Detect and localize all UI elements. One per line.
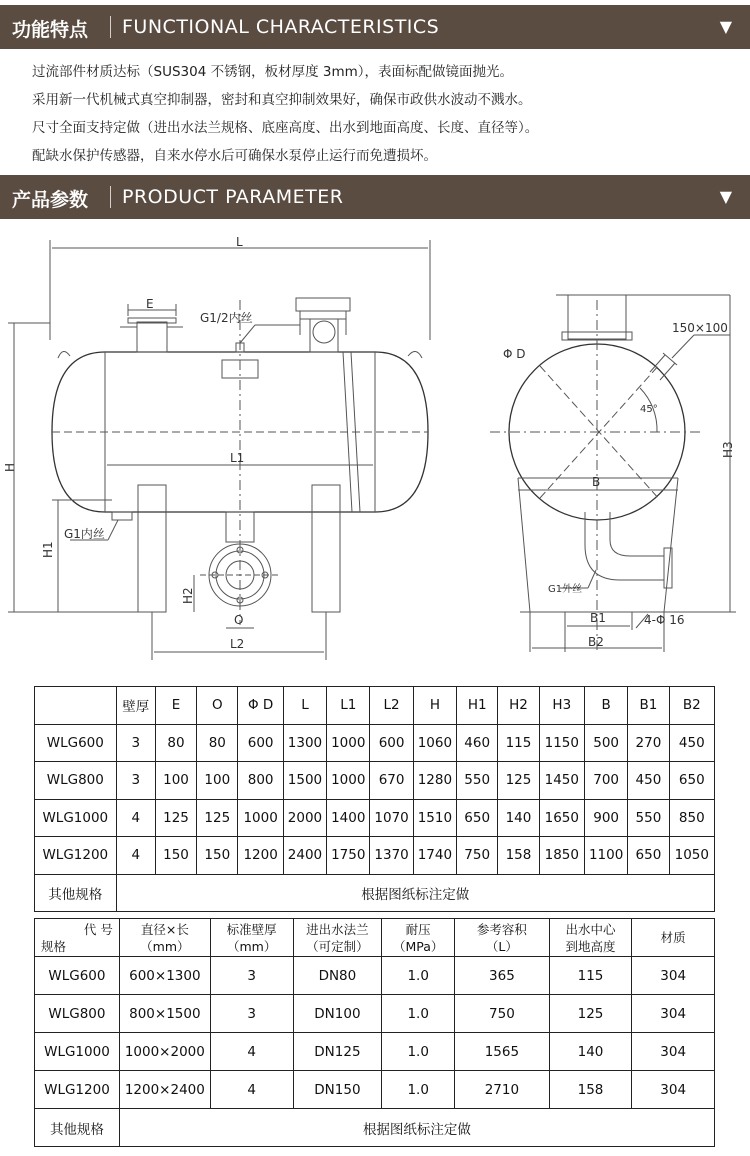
table-cell: 550	[628, 799, 669, 837]
table-row-other	[35, 874, 715, 912]
table-cell: 304	[632, 1033, 715, 1071]
model-cell: WLG1000	[35, 799, 117, 837]
functional-characteristics-header	[0, 5, 750, 49]
table-header-cell: H3	[539, 687, 584, 725]
header-divider	[110, 186, 111, 208]
table-cell: 2400	[283, 837, 326, 875]
table-cell: 150	[197, 837, 238, 875]
table-cell: 115	[549, 957, 632, 995]
table-row	[35, 957, 715, 995]
table-cell: 700	[584, 762, 627, 800]
table-cell: 1100	[584, 837, 627, 875]
table-cell: 304	[632, 957, 715, 995]
table-header-row	[35, 919, 715, 957]
product-parameter-header	[0, 175, 750, 219]
table-cell: 650	[628, 837, 669, 875]
table-cell: 1850	[539, 837, 584, 875]
model-cell: WLG600	[35, 957, 120, 995]
table-cell: 1400	[327, 799, 370, 837]
table-cell: 1510	[413, 799, 456, 837]
table-cell: 460	[457, 724, 498, 762]
other-spec-label: 其他规格	[35, 1109, 120, 1147]
tank-technical-drawing	[0, 226, 750, 666]
table-cell: 125	[498, 762, 539, 800]
table-header-cell: H2	[498, 687, 539, 725]
dim-label-L: L	[236, 235, 243, 249]
dim-label-B1: B1	[590, 611, 606, 625]
corner-bottom-label: 规格	[41, 938, 67, 954]
table-cell: 1.0	[382, 995, 455, 1033]
table-cell: 450	[628, 762, 669, 800]
table-cell: 4	[116, 837, 155, 875]
table-cell: 1.0	[382, 1033, 455, 1071]
table-cell: 158	[549, 1071, 632, 1109]
table-cell: 2710	[455, 1071, 550, 1109]
header-divider	[110, 16, 111, 38]
table-header-cell: 进出水法兰 （可定制）	[293, 919, 382, 957]
label-holes: 4-Φ 16	[644, 613, 685, 627]
table-row	[35, 762, 715, 800]
label-g1-out: G1外丝	[548, 584, 583, 595]
table-row	[35, 1033, 715, 1071]
model-cell: WLG600	[35, 724, 117, 762]
table-cell: 1050	[669, 837, 714, 875]
table-cell: 3	[210, 995, 293, 1033]
table-cell: 800	[238, 762, 283, 800]
table-cell: 2000	[283, 799, 326, 837]
table-cell: 1565	[455, 1033, 550, 1071]
feature-list	[32, 58, 538, 170]
dim-label-B2: B2	[588, 635, 604, 649]
spec-table	[34, 918, 715, 1147]
dim-label-H1: H1	[41, 541, 55, 558]
table-header-cell: 出水中心 到地高度	[549, 919, 632, 957]
section-title-en: PRODUCT PARAMETER	[122, 186, 344, 208]
table-cell: 3	[116, 762, 155, 800]
table-cell: 1200×2400	[119, 1071, 210, 1109]
model-cell: WLG1200	[35, 1071, 120, 1109]
table-cell: 850	[669, 799, 714, 837]
table-cell: 1280	[413, 762, 456, 800]
dim-label-B: B	[592, 475, 601, 489]
table-cell: 304	[632, 1071, 715, 1109]
table-cell: 1000×2000	[119, 1033, 210, 1071]
table-header-cell: 参考容积 （L）	[455, 919, 550, 957]
table-cell: 1740	[413, 837, 456, 875]
table-cell: DN150	[293, 1071, 382, 1109]
table-header-cell: E	[155, 687, 196, 725]
dim-label-phiD: Φ D	[503, 347, 526, 361]
table-cell: 304	[632, 995, 715, 1033]
table-row	[35, 837, 715, 875]
feature-item: 配缺水保护传感器，自来水停水后可确保水泵停止运行而免遭损坏。	[32, 148, 437, 164]
dim-label-H3: H3	[721, 441, 735, 458]
table-cell: 365	[455, 957, 550, 995]
table-header-cell: H1	[457, 687, 498, 725]
feature-item: 尺寸全面支持定做（进出水法兰规格、底座高度、出水到地面高度、长度、直径等）。	[32, 120, 539, 136]
table-cell: 1060	[413, 724, 456, 762]
table-cell: 1000	[327, 724, 370, 762]
feature-item: 采用新一代机械式真空抑制器，密封和真空抑制效果好，确保市政供水波动不溅水。	[32, 92, 532, 108]
model-cell: WLG1200	[35, 837, 117, 875]
table-cell: 1200	[238, 837, 283, 875]
table-cell: 3	[116, 724, 155, 762]
other-spec-value: 根据图纸标注定做	[119, 1109, 714, 1147]
table-header-cell: 耐压 （MPa）	[382, 919, 455, 957]
table-header-cell: B1	[628, 687, 669, 725]
table-cell: 600	[370, 724, 413, 762]
other-spec-value: 根据图纸标注定做	[116, 874, 714, 912]
table-row-other	[35, 1109, 715, 1147]
table-cell: 1300	[283, 724, 326, 762]
table-cell: 550	[457, 762, 498, 800]
table-cell: 450	[669, 724, 714, 762]
dimension-table	[34, 686, 715, 912]
table-cell: 500	[584, 724, 627, 762]
table-cell: 125	[155, 799, 196, 837]
table-cell: 1000	[238, 799, 283, 837]
table-header-cell: 直径×长 （mm）	[119, 919, 210, 957]
table-cell: 270	[628, 724, 669, 762]
table-cell: 600	[238, 724, 283, 762]
table-cell: 1500	[283, 762, 326, 800]
table-cell: 140	[549, 1033, 632, 1071]
label-g1: G1内丝	[64, 527, 105, 541]
table-cell: 1450	[539, 762, 584, 800]
table-cell: 100	[155, 762, 196, 800]
table-cell: 1750	[327, 837, 370, 875]
label-angle: 45°	[640, 404, 658, 415]
table-cell: 750	[457, 837, 498, 875]
table-row	[35, 995, 715, 1033]
table-cell: 1150	[539, 724, 584, 762]
table-cell: 125	[549, 995, 632, 1033]
model-cell: WLG1000	[35, 1033, 120, 1071]
table-header-cell: 标准壁厚 （mm）	[210, 919, 293, 957]
table-cell: 100	[197, 762, 238, 800]
table-cell: 600×1300	[119, 957, 210, 995]
table-header-cell: O	[197, 687, 238, 725]
table-cell: 4	[210, 1033, 293, 1071]
table-cell: DN80	[293, 957, 382, 995]
label-flange-size: 150×100	[672, 321, 728, 335]
table-cell: 3	[210, 957, 293, 995]
corner-top-label: 代 号	[83, 921, 113, 937]
table-cell: 650	[669, 762, 714, 800]
table-cell: 150	[155, 837, 196, 875]
model-cell: WLG800	[35, 762, 117, 800]
table-cell: 4	[210, 1071, 293, 1109]
table-cell: DN125	[293, 1033, 382, 1071]
table-cell: 1.0	[382, 1071, 455, 1109]
table-cell: 750	[455, 995, 550, 1033]
table-header-cell: B2	[669, 687, 714, 725]
table-header-cell	[35, 687, 117, 725]
section-title-cn: 产品参数	[12, 189, 89, 211]
table-cell: 1650	[539, 799, 584, 837]
table-cell: 670	[370, 762, 413, 800]
table-cell: 80	[155, 724, 196, 762]
dim-label-H: H	[3, 462, 17, 472]
table-header-cell: 壁厚	[116, 687, 155, 725]
table-header-cell: L2	[370, 687, 413, 725]
dim-label-H2: H2	[181, 587, 195, 604]
label-g1-2: G1/2内丝	[200, 311, 253, 325]
table-header-cell: B	[584, 687, 627, 725]
table-cell: 115	[498, 724, 539, 762]
table-cell: 1370	[370, 837, 413, 875]
table-cell: 125	[197, 799, 238, 837]
table-header-row	[35, 687, 715, 725]
table-cell: DN100	[293, 995, 382, 1033]
table-header-cell: 材质	[632, 919, 715, 957]
dim-label-L1: L1	[230, 451, 245, 465]
other-spec-label: 其他规格	[35, 874, 117, 912]
table-cell: 1.0	[382, 957, 455, 995]
table-cell: 4	[116, 799, 155, 837]
table-header-cell: L1	[327, 687, 370, 725]
table-cell: 650	[457, 799, 498, 837]
dim-label-O: O	[234, 613, 244, 627]
dim-label-L2: L2	[230, 637, 245, 651]
corner-header-cell	[35, 919, 120, 957]
table-cell: 800×1500	[119, 995, 210, 1033]
table-row	[35, 799, 715, 837]
table-header-cell: Φ D	[238, 687, 283, 725]
feature-item: 过流部件材质达标（SUS304 不锈钢，板材厚度 3mm），表面标配做镜面抛光。	[32, 64, 514, 80]
table-cell: 80	[197, 724, 238, 762]
table-cell: 1070	[370, 799, 413, 837]
triangle-down-icon: ▼	[719, 187, 732, 206]
table-cell: 1000	[327, 762, 370, 800]
table-row	[35, 1071, 715, 1109]
triangle-down-icon: ▼	[719, 17, 732, 36]
table-header-cell: H	[413, 687, 456, 725]
section-title-cn: 功能特点	[12, 19, 89, 41]
table-cell: 140	[498, 799, 539, 837]
section-title-en: FUNCTIONAL CHARACTERISTICS	[122, 16, 440, 38]
table-header-cell: L	[283, 687, 326, 725]
table-cell: 158	[498, 837, 539, 875]
table-row	[35, 724, 715, 762]
dim-label-E: E	[146, 297, 154, 311]
table-cell: 900	[584, 799, 627, 837]
model-cell: WLG800	[35, 995, 120, 1033]
